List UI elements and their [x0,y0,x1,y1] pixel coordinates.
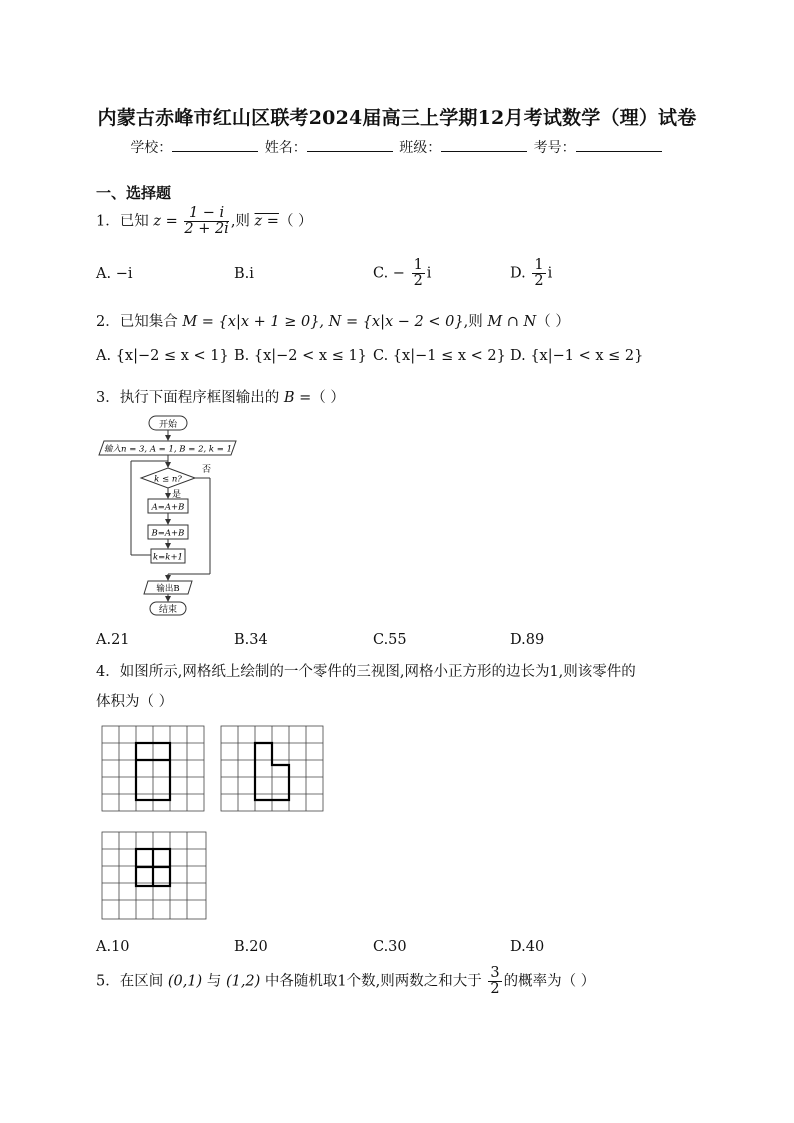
question-5-stem: 5．在区间 (0,1) 与 (1,2) 中各随机取1个数,则两数之和大于 $\frac{3}{2}$ 的概率为（ ） [96,965,596,997]
q3-option-a: A.21 [96,632,130,648]
top-view-grid [101,831,207,921]
flowchart-diagram [96,412,266,617]
q4-option-c: C.30 [373,939,407,955]
q1-option-d: D. $\frac{1}{2}$ i [510,257,553,289]
q4-option-a: A.10 [96,939,130,955]
flow-step-3-label: k=k+1 [153,552,183,563]
question-1-stem: 1．已知 z = $\frac{1 - i}{2 + 2i}$ ,则 z =（ ） [96,205,313,237]
number-blank [576,138,662,152]
flow-output-label: 输出B [156,584,180,594]
flow-input-label: 输入n = 3, A = 1, B = 2, k = 1 [104,444,232,455]
q2-option-d: D. {x|−1 < x ≤ 2} [510,348,644,364]
q3-option-c: C.55 [373,632,407,648]
q1-option-a: A. −i [96,266,133,282]
school-label: 学校： [130,140,173,156]
question-3-stem: 3．执行下面程序框图输出的 B =（ ） [96,390,345,406]
class-blank [441,138,527,152]
q4-option-b: B.20 [234,939,268,955]
name-label: 姓名： [264,140,307,156]
q2-option-a: A. {x|−2 ≤ x < 1} [96,348,229,364]
q4-option-d: D.40 [510,939,545,955]
q1-option-c: C. − $\frac{1}{2}$ i [373,257,432,289]
front-view-grid [101,725,207,813]
class-label: 班级： [399,140,442,156]
question-1-fraction: $\frac{1 - i}{2 + 2i}$ [184,205,229,237]
q3-option-b: B.34 [234,632,268,648]
side-view-grid [220,725,326,813]
flow-no-label: 否 [202,465,212,475]
q3-option-d: D.89 [510,632,545,648]
flow-step-2-label: B=A+B [151,528,185,539]
name-blank [307,138,393,152]
flow-condition-label: k ≤ n? [154,474,182,485]
flow-yes-label: 是 [172,490,182,500]
exam-title: 内蒙古赤峰市红山区联考2024届高三上学期12月考试数学（理）试卷 [97,107,697,129]
section-title: 一、选择题 [96,184,172,202]
q1-option-b: B.i [234,266,254,282]
flow-step-1-label: A=A+B [151,502,185,513]
flow-start-label: 开始 [158,420,178,430]
student-info-line [0,137,794,157]
school-blank [172,138,258,152]
question-5-fraction: $\frac{3}{2}$ [490,965,500,997]
question-4-stem-line2: 体积为（ ） [96,694,174,710]
flow-end-label: 结束 [158,605,178,615]
number-label: 考号： [533,140,576,156]
q2-option-c: C. {x|−1 ≤ x < 2} [373,348,506,364]
q2-option-b: B. {x|−2 < x ≤ 1} [234,348,367,364]
question-2-stem: 2．已知集合 M = {x|x + 1 ≥ 0}, N = {x|x − 2 < 0},则 M ∩ N（ ） [96,314,570,330]
question-4-stem-line1: 4．如图所示,网格纸上绘制的一个零件的三视图,网格小正方形的边长为1,则该零件的 [96,664,636,680]
